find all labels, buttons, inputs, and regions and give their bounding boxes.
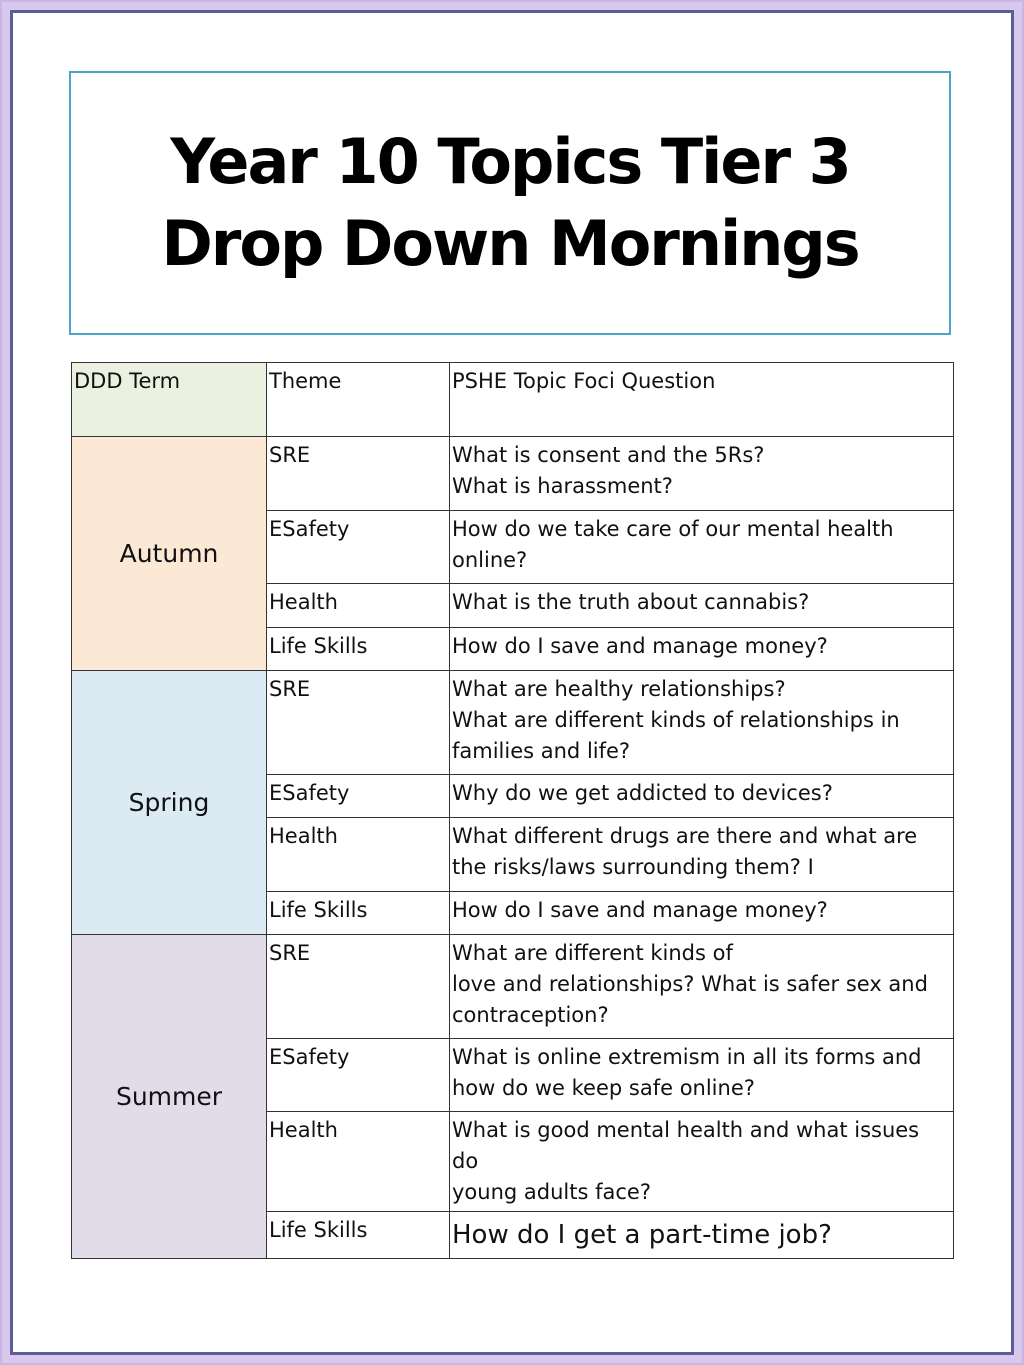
theme-cell: ESafety — [267, 775, 450, 818]
question-line: What is consent and the 5Rs? — [452, 443, 765, 467]
theme-cell: Health — [267, 1112, 450, 1212]
question-line: love and relationships? What is safer sex and — [452, 972, 928, 996]
theme-cell: SRE — [267, 437, 450, 511]
question-cell — [450, 511, 954, 584]
question-line: What is harassment? — [452, 474, 673, 498]
title-box — [69, 71, 951, 335]
question-line: How do I save and manage money? — [452, 898, 828, 922]
question-line: What are healthy relationships? — [452, 677, 786, 701]
theme-cell: Life Skills — [267, 628, 450, 671]
question-cell — [450, 628, 954, 671]
question-cell — [450, 818, 954, 892]
question-line: How do I get a part-time job? — [452, 1220, 832, 1250]
question-cell — [450, 584, 954, 628]
theme-cell: Life Skills — [267, 1212, 450, 1259]
table-row — [72, 437, 954, 511]
question-line: What is online extremism in all its forms and — [452, 1045, 922, 1069]
term-summer: Summer — [72, 935, 267, 1259]
page-title-line-2: Drop Down Mornings — [161, 207, 859, 280]
question-line: What are different kinds of relationships in — [452, 708, 900, 732]
theme-cell: Health — [267, 818, 450, 892]
question-line: young adults face? — [452, 1180, 651, 1204]
question-line: What different drugs are there and what are — [452, 824, 918, 848]
question-line: contraception? — [452, 1003, 609, 1027]
theme-cell: SRE — [267, 935, 450, 1039]
question-cell — [450, 935, 954, 1039]
question-cell — [450, 1039, 954, 1112]
question-line: What is good mental health and what issues do — [452, 1118, 920, 1173]
table-row — [72, 935, 954, 1039]
term-autumn: Autumn — [72, 437, 267, 671]
question-cell — [450, 437, 954, 511]
question-line: How do we take care of our mental health — [452, 517, 894, 541]
question-line: What is the truth about cannabis? — [452, 590, 810, 614]
question-cell — [450, 775, 954, 818]
question-cell — [450, 671, 954, 775]
question-cell — [450, 1212, 954, 1259]
question-line: families and life? — [452, 739, 631, 763]
question-line: How do I save and manage money? — [452, 634, 828, 658]
header-ddd-term: DDD Term — [72, 363, 267, 437]
question-cell — [450, 892, 954, 935]
page-title-line-1: Year 10 Topics Tier 3 — [170, 125, 850, 198]
question-line: the risks/laws surrounding them? I — [452, 855, 814, 879]
theme-cell: Life Skills — [267, 892, 450, 935]
table-header-row — [72, 363, 954, 437]
header-question: PSHE Topic Foci Question — [450, 363, 954, 437]
term-spring: Spring — [72, 671, 267, 935]
theme-cell: ESafety — [267, 511, 450, 584]
question-line: What are different kinds of — [452, 941, 733, 965]
header-theme: Theme — [267, 363, 450, 437]
table-row — [72, 671, 954, 775]
theme-cell: ESafety — [267, 1039, 450, 1112]
topics-table — [71, 362, 954, 1259]
question-line: Why do we get addicted to devices? — [452, 781, 833, 805]
question-line: how do we keep safe online? — [452, 1076, 755, 1100]
question-line: online? — [452, 548, 528, 572]
question-cell — [450, 1112, 954, 1212]
theme-cell: SRE — [267, 671, 450, 775]
theme-cell: Health — [267, 584, 450, 628]
